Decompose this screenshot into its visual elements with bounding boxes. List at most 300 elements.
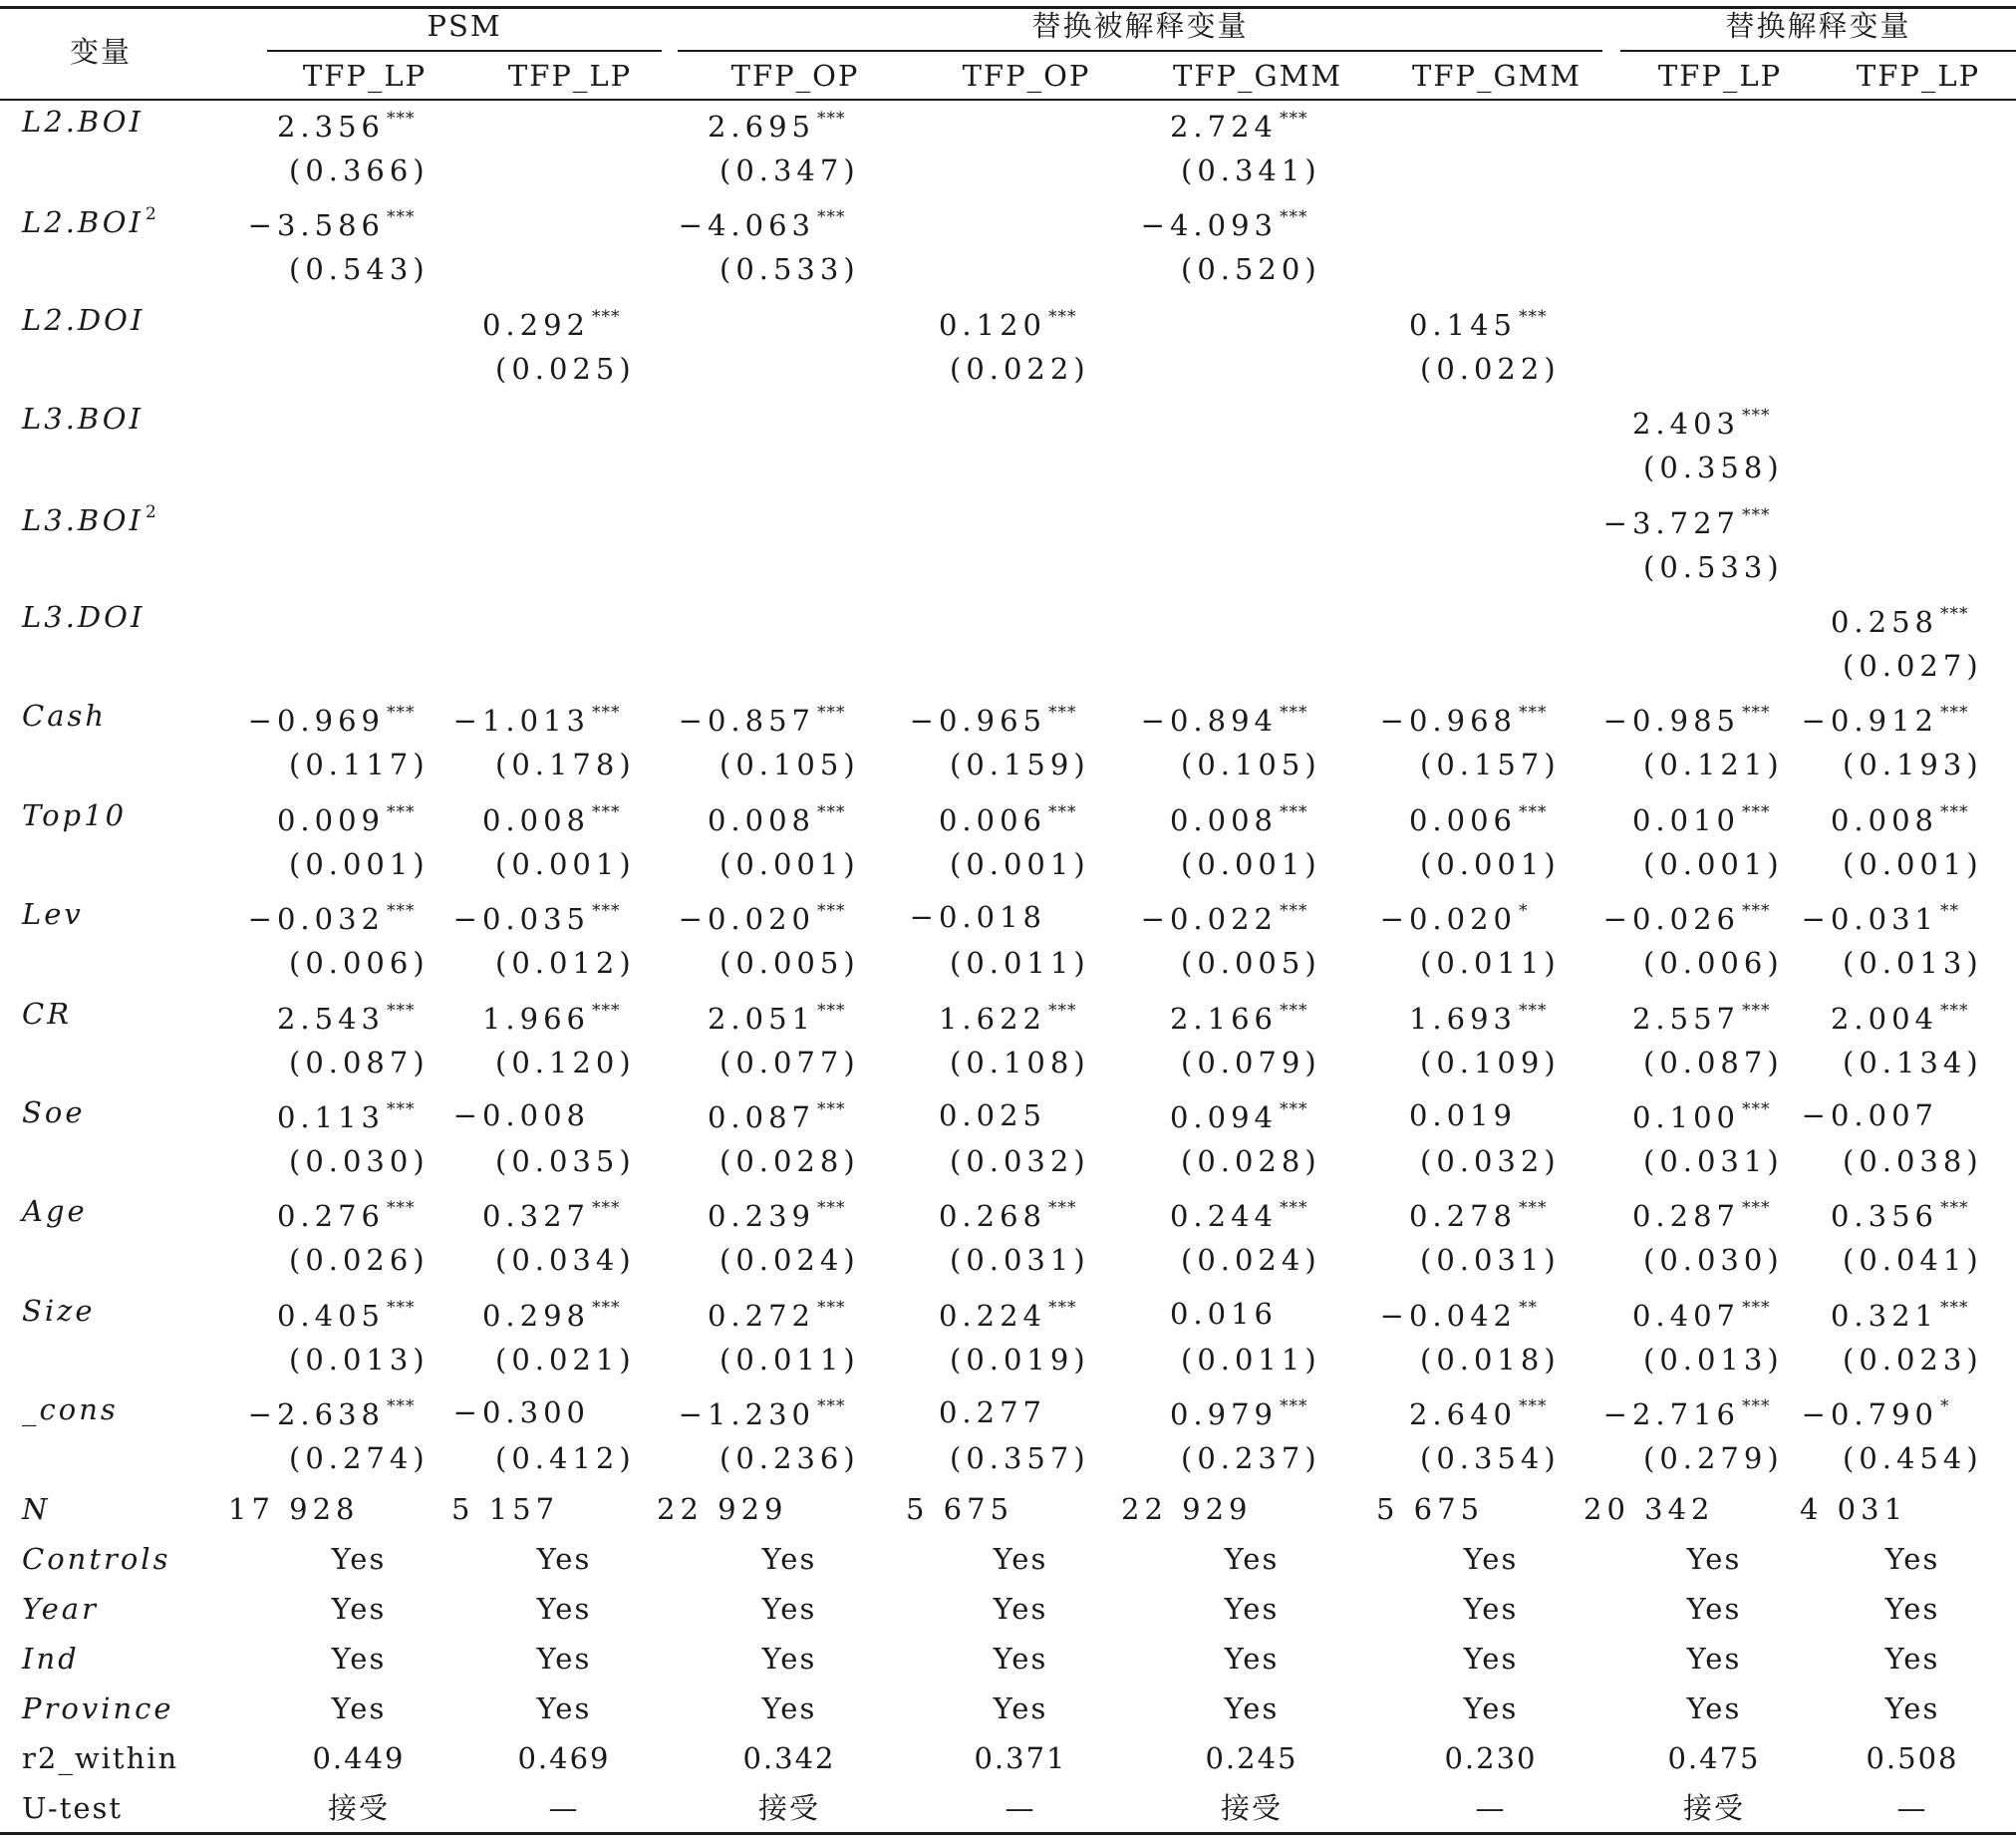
coefficient-cell [938,801,1088,837]
coefficient-cell [1602,1396,1782,1432]
significance-stars: *** [817,901,846,922]
significance-stars: *** [817,801,846,822]
observations-cell: 22 929 [1121,1492,1253,1526]
significance-stars: *** [1742,1198,1771,1219]
coefficient-cell [1830,801,1980,837]
standard-error-cell: (0.012) [495,946,636,981]
significance-stars: *** [1280,1396,1308,1417]
coefficient-cell [452,1098,632,1132]
coefficient-value: 2.166 [1169,1001,1278,1036]
coefficient-cell [938,1395,1088,1430]
table-cell: Yes [1224,1542,1280,1576]
standard-error-cell: (0.341) [1181,153,1321,187]
coefficient-cell [1140,703,1319,739]
coefficient-cell [1379,703,1559,739]
coefficient-value: 0.010 [1631,802,1740,837]
significance-stars: *** [1742,1000,1771,1021]
table-cell: — [1475,1791,1507,1825]
table-cell: Yes [993,1542,1048,1576]
coefficient-cell [1631,1000,1782,1036]
coefficient-cell [276,801,427,837]
row-label-text: L2.BOI [22,105,144,139]
coefficient-cell [276,1000,427,1036]
coefficient-value: 0.407 [1631,1298,1740,1333]
significance-stars: *** [387,801,416,822]
coefficient-cell [1170,1101,1319,1132]
significance-stars: *** [1940,703,1969,724]
standard-error-cell: (0.001) [950,846,1090,881]
significance-stars: *** [1048,1000,1077,1021]
coefficient-value: −0.020 [1379,902,1517,937]
coefficient-value: −0.007 [1801,1098,1938,1132]
coefficient-value: 0.239 [707,1199,815,1234]
standard-error-cell: (0.013) [1643,1342,1784,1377]
table-cell: 0.342 [742,1741,836,1775]
coefficient-value: 0.979 [1169,1397,1278,1432]
coefficient-value: −0.026 [1602,902,1740,937]
row-label [22,699,108,734]
significance-stars: *** [387,1099,416,1119]
standard-error-cell: (0.358) [1643,451,1784,485]
standard-error-cell: (0.011) [1420,946,1561,981]
coefficient-value: −0.022 [1140,902,1278,937]
coefficient-cell [247,901,427,937]
table-cell: Yes [1224,1642,1280,1676]
standard-error-cell: (0.006) [1643,946,1784,981]
coefficient-cell [707,1297,857,1333]
standard-error-cell: (0.031) [1420,1243,1561,1278]
coefficient-cell [909,900,1088,935]
standard-error-cell: (0.533) [720,252,860,287]
observations-cell: 5 157 [451,1492,560,1526]
standard-error-cell: (0.013) [1843,946,1983,981]
significance-stars: *** [387,207,416,228]
observations-cell: 4 031 [1800,1492,1908,1526]
row-label [22,996,73,1031]
coefficient-value: 0.268 [938,1199,1046,1234]
group-header: PSM [427,9,502,43]
coefficient-cell [1408,1098,1559,1132]
coefficient-value: −0.969 [247,704,385,739]
square-superscript: 2 [145,501,159,522]
row-label [22,204,159,240]
table-cell: Yes [1463,1542,1519,1576]
significance-stars: *** [1519,1198,1548,1219]
standard-error-cell: (0.018) [1420,1342,1561,1377]
coefficient-value: 0.287 [1631,1199,1740,1234]
coefficient-value: 0.224 [938,1298,1046,1333]
row-label [22,897,84,932]
standard-error-cell: (0.279) [1643,1441,1784,1476]
table-cell: Yes [1463,1691,1519,1725]
table-cell: 接受 [1220,1791,1283,1825]
coefficient-cell [708,111,857,142]
standard-error-cell: (0.030) [1643,1243,1784,1278]
table-cell: Yes [1884,1642,1940,1676]
significance-stars: *** [1048,1297,1077,1318]
coefficient-value: −0.912 [1801,704,1938,739]
standard-error-cell: (0.021) [495,1342,636,1377]
significance-stars: * [1940,1396,1950,1417]
row-label [22,1293,96,1328]
coefficient-value: −0.985 [1602,704,1740,739]
coefficient-value: −0.032 [247,902,385,937]
column-header: TFP_LP [1856,59,1981,93]
table-cell: Yes [1224,1592,1280,1626]
table-cell: Yes [1686,1592,1742,1626]
table-cell: 接受 [757,1791,820,1825]
table-cell: Yes [993,1691,1048,1725]
coefficient-value: −0.965 [909,704,1046,739]
standard-error-cell: (0.159) [950,748,1090,782]
row-label [22,797,128,832]
standard-error-cell: (0.028) [720,1144,860,1178]
coefficient-cell [1408,306,1559,342]
significance-stars: *** [387,109,416,129]
coefficient-cell [1831,606,1980,637]
coefficient-value: 0.327 [481,1199,590,1234]
standard-error-cell: (0.178) [495,748,636,782]
coefficient-cell [707,1198,857,1234]
standard-error-cell: (0.117) [289,748,430,782]
table-cell: Yes [536,1691,592,1725]
coefficient-cell [938,1098,1088,1132]
standard-error-cell: (0.237) [1181,1441,1321,1476]
significance-stars: *** [1280,1198,1308,1219]
observations-cell: 17 928 [228,1492,360,1526]
table-cell: 0.469 [517,1741,611,1775]
row-label-text: L2.BOI [22,205,144,240]
table-cell: Yes [1224,1691,1280,1725]
significance-stars: *** [1742,504,1771,525]
coefficient-cell [1140,207,1319,243]
significance-stars: *** [1048,1198,1077,1219]
significance-stars: *** [592,1000,621,1021]
standard-error-cell: (0.109) [1420,1045,1561,1079]
coefficient-cell [1632,1101,1782,1132]
coefficient-cell [452,703,632,739]
column-header: TFP_GMM [1172,59,1343,93]
row-label-text: CR [22,996,73,1031]
row-label [22,1392,119,1427]
coefficient-value: −2.716 [1602,1397,1740,1432]
row-label-text: L2.DOI [22,302,145,337]
coefficient-cell [1631,406,1782,442]
standard-error-cell: (0.011) [1181,1342,1321,1377]
coefficient-value: 2.557 [1631,1001,1740,1036]
row-label: Year [22,1592,99,1626]
row-label [22,105,144,139]
coefficient-value: −2.638 [247,1397,385,1432]
standard-error-cell: (0.347) [720,153,860,187]
coefficient-value: 0.094 [1169,1100,1278,1134]
standard-error-cell: (0.274) [289,1441,430,1476]
standard-error-cell: (0.035) [495,1144,636,1178]
table-cell: 0.508 [1866,1741,1959,1775]
coefficient-value: −1.230 [678,1397,815,1432]
row-label [22,501,159,537]
significance-stars: *** [1742,901,1771,922]
coefficient-value: 0.006 [1408,802,1517,837]
standard-error-cell: (0.001) [1420,846,1561,881]
coefficient-cell [277,111,427,142]
coefficient-cell [938,1000,1088,1036]
table-cell: Yes [1463,1642,1519,1676]
coefficient-cell [481,1198,632,1234]
standard-error-cell: (0.011) [950,946,1090,981]
coefficient-value: −0.018 [909,900,1046,935]
coefficient-cell [1169,1296,1319,1331]
observations-cell: 22 929 [657,1492,788,1526]
coefficient-cell [1140,901,1319,937]
variable-column-header: 变量 [69,35,132,69]
standard-error-cell: (0.001) [289,846,430,881]
table-cell: Yes [761,1691,817,1725]
bottom-rule [0,1832,2016,1835]
table-cell: — [1005,1791,1036,1825]
coefficient-value: 0.113 [276,1100,385,1134]
significance-stars: *** [817,1396,846,1417]
coefficient-value: 0.356 [1830,1199,1938,1234]
coefficient-cell [1379,1297,1559,1333]
coefficient-cell [678,703,857,739]
row-label-text: Cash [22,699,108,734]
coefficient-value: 0.292 [481,307,590,342]
significance-stars: *** [1742,801,1771,822]
coefficient-cell [247,207,427,243]
significance-stars: * [1519,901,1529,922]
column-header: TFP_LP [1657,59,1783,93]
significance-stars: *** [1519,306,1548,327]
coefficient-cell [1602,504,1782,540]
coefficient-value: 0.278 [1408,1199,1517,1234]
significance-stars: *** [817,109,846,129]
standard-error-cell: (0.001) [1843,846,1983,881]
standard-error-cell: (0.025) [495,351,636,386]
significance-stars: *** [1940,1297,1969,1318]
coefficient-cell [1602,703,1782,739]
standard-error-cell: (0.077) [720,1045,860,1079]
significance-stars: *** [817,703,846,724]
row-label-text: Soe [22,1095,86,1129]
coefficient-cell [1830,1297,1980,1333]
table-cell: Yes [536,1642,592,1676]
coefficient-value: 2.543 [276,1001,385,1036]
table-cell: Yes [1884,1691,1940,1725]
coefficient-cell [1631,1297,1782,1333]
table-cell: 接受 [327,1791,390,1825]
standard-error-cell: (0.079) [1181,1045,1321,1079]
coefficient-value: −0.968 [1379,704,1517,739]
significance-stars: *** [1940,1000,1969,1021]
column-header: TFP_OP [730,59,860,93]
coefficient-cell [1408,801,1559,837]
row-label: Controls [22,1542,171,1576]
row-label-text: L3.BOI [22,502,144,537]
significance-stars: *** [387,1198,416,1219]
standard-error-cell: (0.023) [1843,1342,1983,1377]
table-cell: Yes [331,1542,387,1576]
standard-error-cell: (0.028) [1181,1144,1321,1178]
table-cell: Yes [1686,1542,1742,1576]
coefficient-cell [1801,1396,1980,1432]
row-label-text: L3.DOI [22,600,145,634]
table-cell: 0.449 [312,1741,406,1775]
row-label: Ind [22,1642,80,1676]
standard-error-cell: (0.038) [1843,1144,1983,1178]
standard-error-cell: (0.031) [950,1243,1090,1278]
coefficient-cell [1379,901,1559,937]
standard-error-cell: (0.454) [1843,1441,1983,1476]
group-underline [678,50,1602,52]
significance-stars: *** [817,1099,846,1119]
table-cell: Yes [536,1542,592,1576]
significance-stars: *** [1280,1000,1308,1021]
coefficient-cell [708,1101,857,1132]
square-superscript: 2 [145,204,159,225]
coefficient-cell [1408,1000,1559,1036]
standard-error-cell: (0.030) [289,1144,430,1178]
significance-stars: *** [817,1000,846,1021]
coefficient-value: 1.693 [1408,1001,1517,1036]
table-cell: 0.245 [1205,1741,1298,1775]
standard-error-cell: (0.011) [720,1342,860,1377]
significance-stars: ** [1940,901,1959,922]
coefficient-cell [707,1000,857,1036]
coefficient-cell [1830,1198,1980,1234]
standard-error-cell: (0.134) [1843,1045,1983,1079]
coefficient-cell [678,901,857,937]
standard-error-cell: (0.121) [1643,748,1784,782]
group-header: 替换解释变量 [1725,9,1911,43]
standard-error-cell: (0.412) [495,1441,636,1476]
significance-stars: *** [592,901,621,922]
significance-stars: *** [1742,1297,1771,1318]
row-label-text: Lev [22,897,84,932]
table-cell: 0.475 [1667,1741,1761,1775]
coefficient-cell [481,306,632,342]
coefficient-cell [938,1297,1088,1333]
table-cell: Yes [993,1642,1048,1676]
column-header: TFP_LP [507,59,633,93]
significance-stars: *** [1048,703,1077,724]
significance-stars: *** [1048,306,1077,327]
standard-error-cell: (0.032) [950,1144,1090,1178]
coefficient-cell [938,306,1088,342]
significance-stars: *** [1940,1198,1969,1219]
coefficient-cell [1408,1396,1559,1432]
coefficient-value: −4.063 [678,208,815,243]
significance-stars: *** [387,1396,416,1417]
row-label [22,302,145,337]
coefficient-cell [1801,901,1980,937]
significance-stars: *** [387,1297,416,1318]
row-label-text: _cons [22,1392,119,1427]
standard-error-cell: (0.001) [495,846,636,881]
coefficient-value: 0.321 [1830,1298,1938,1333]
coefficient-value: 0.244 [1169,1199,1278,1234]
standard-error-cell: (0.031) [1643,1144,1784,1178]
coefficient-cell [247,1396,427,1432]
coefficient-value: −0.035 [452,902,590,937]
group-underline [267,50,662,52]
significance-stars: *** [1519,801,1548,822]
group-header: 替换被解释变量 [1031,9,1249,43]
coefficient-cell [1801,703,1980,739]
table-cell: — [548,1791,580,1825]
standard-error-cell: (0.193) [1843,748,1983,782]
coefficient-value: 0.100 [1631,1100,1740,1134]
observations-cell: 5 675 [906,1492,1014,1526]
coefficient-value: −4.093 [1140,208,1278,243]
coefficient-value: −0.857 [678,704,815,739]
coefficient-cell [1801,1098,1980,1132]
significance-stars: *** [1742,1396,1771,1417]
table-cell: Yes [761,1542,817,1576]
row-label: N [22,1492,51,1526]
standard-error-cell: (0.087) [289,1045,430,1079]
coefficient-value: −0.042 [1379,1298,1517,1333]
row-label: r2_within [22,1741,179,1775]
coefficient-cell [1170,111,1319,142]
coefficient-value: 2.724 [1169,110,1278,144]
column-header: TFP_GMM [1411,59,1583,93]
coefficient-value: −3.586 [247,208,385,243]
table-cell: Yes [761,1592,817,1626]
coefficient-cell [481,801,632,837]
coefficient-cell [707,801,857,837]
standard-error-cell: (0.041) [1843,1243,1983,1278]
coefficient-cell [277,1101,427,1132]
standard-error-cell: (0.034) [495,1243,636,1278]
significance-stars: *** [592,801,621,822]
table-cell: Yes [536,1592,592,1626]
coefficient-value: 0.272 [707,1298,815,1333]
significance-stars: *** [817,1198,846,1219]
standard-error-cell: (0.022) [950,351,1090,386]
coefficient-value: 2.640 [1408,1397,1517,1432]
significance-stars: *** [1280,901,1308,922]
coefficient-cell [276,1297,427,1333]
coefficient-value: 0.298 [481,1298,590,1333]
significance-stars: *** [1940,604,1969,624]
standard-error-cell: (0.005) [1181,946,1321,981]
table-cell: Yes [1884,1592,1940,1626]
table-cell: Yes [331,1642,387,1676]
standard-error-cell: (0.108) [950,1045,1090,1079]
standard-error-cell: (0.354) [1420,1441,1561,1476]
standard-error-cell: (0.024) [1181,1243,1321,1278]
standard-error-cell: (0.533) [1643,549,1784,584]
coefficient-value: 0.019 [1408,1098,1517,1132]
significance-stars: *** [1519,1000,1548,1021]
coefficient-cell [1169,801,1319,837]
coefficient-cell [678,207,857,243]
coefficient-value: 0.008 [1169,802,1278,837]
significance-stars: *** [592,703,621,724]
coefficient-value: −0.790 [1801,1397,1938,1432]
standard-error-cell: (0.019) [950,1342,1090,1377]
coefficient-cell [452,901,632,937]
standard-error-cell: (0.120) [495,1045,636,1079]
row-label [22,600,145,634]
coefficient-value: 0.277 [938,1395,1046,1430]
coefficient-cell [909,703,1088,739]
significance-stars: *** [1742,406,1771,427]
column-header: TFP_OP [962,59,1091,93]
coefficient-value: 1.966 [481,1001,590,1036]
coefficient-cell [1169,1396,1319,1432]
